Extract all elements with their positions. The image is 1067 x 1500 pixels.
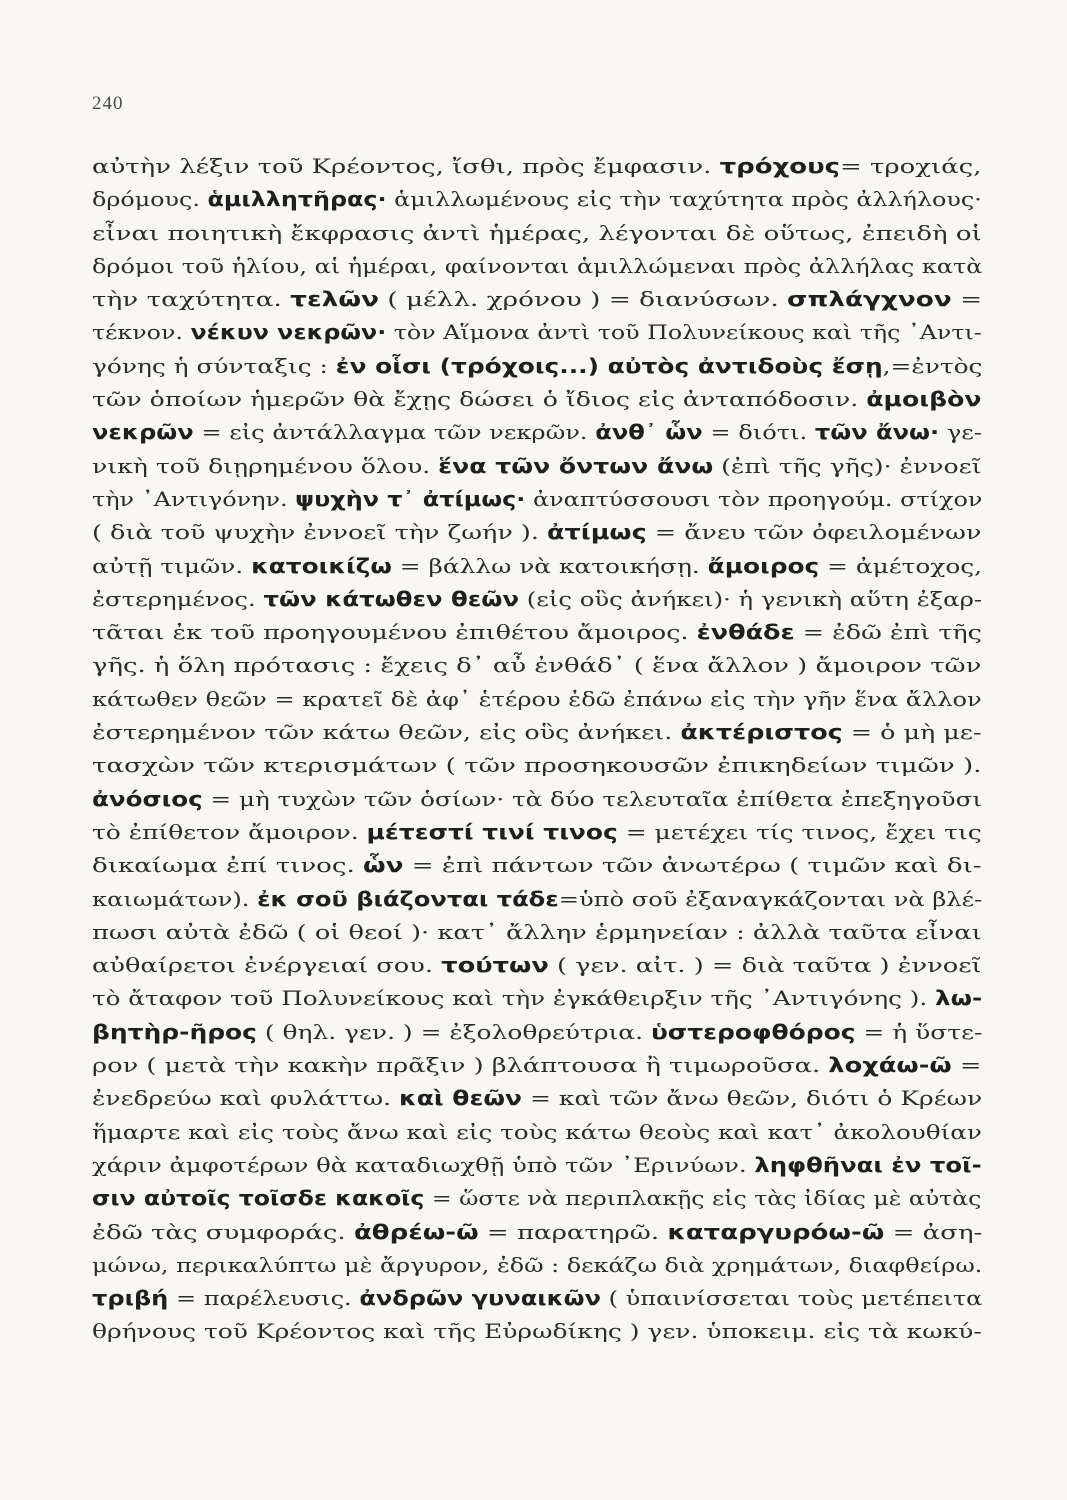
text-line [92, 949, 982, 982]
gloss-text: = [951, 287, 982, 312]
gloss-text: = καὶ τῶν ἄνω θεῶν, διότι ὁ Κρέων [522, 1086, 982, 1111]
text-line [92, 683, 982, 716]
text-line [92, 516, 982, 549]
gloss-text: = ἐπὶ πάντων τῶν ἀνωτέρω ( τιμῶν καὶ δι- [403, 853, 982, 878]
headword: ληφθῆναι ἐν τοῖ- [754, 1152, 982, 1177]
headword: νέκυν νεκρῶν· [190, 320, 387, 345]
headword: ἐκ σοῦ βιάζονται τάδε [257, 886, 559, 911]
text-line [92, 283, 982, 316]
headword: ἀνθ᾿ ὧν [595, 420, 703, 445]
text-line [92, 316, 982, 349]
headword: ἕνα τῶν ὄντων ἄνω [438, 453, 714, 478]
gloss-text: =ὑπὸ σοῦ ἐξαναγκάζονται νὰ βλέ- [558, 886, 982, 911]
text-line [92, 1249, 982, 1282]
gloss-text: ,=ἐντὸς [882, 353, 982, 378]
gloss-text: τὴν ταχύτητα. [92, 287, 291, 312]
text-line [92, 217, 982, 250]
text-line [92, 183, 982, 216]
gloss-text: = εἰς ἀντάλλαγμα τῶν νεκρῶν. [193, 420, 596, 445]
gloss-text: = βάλλω νὰ κατοικήσῃ. [391, 553, 708, 578]
page-number: 240 [92, 93, 124, 114]
gloss-text: τὸ ἄταφον τοῦ Πολυνείκους καὶ τὴν ἐγκάθειρξιν τῆς ᾿Αντιγόνης ). [92, 986, 936, 1011]
text-line [92, 250, 982, 283]
gloss-text: αὐθαίρετοι ἐνέργειαί σου. [92, 953, 442, 978]
gloss-text: γε- [939, 420, 982, 445]
gloss-text: = ἀμέτοχος, [819, 553, 982, 578]
headword: ἀνδρῶν γυναικῶν [359, 1286, 601, 1311]
gloss-text: (εἰς οὓς ἀνήκει)· ἡ γενικὴ αὕτη ἐξαρ- [519, 586, 982, 611]
gloss-text: τὴν ᾿Αντιγόνην. [92, 486, 296, 511]
text-line [92, 1182, 982, 1215]
gloss-text: = ἀση- [884, 1219, 982, 1244]
text-line [92, 1216, 982, 1249]
gloss-text: γῆς. ἡ ὅλη πρότασις : ἔχεις δ᾿ αὖ ἐνθάδ᾿ ( ἕνα ἄλλον ) ἄμοιρον τῶν [92, 653, 982, 678]
gloss-text: = ἡ ὕστε- [855, 1019, 982, 1044]
gloss-text: γόνης ἡ σύνταξις : [92, 353, 336, 378]
gloss-text: δρόμοι τοῦ ἡλίου, αἱ ἡμέραι, φαίνονται ἁμιλλώμεναι πρὸς ἀλλήλας κατὰ [92, 253, 982, 278]
text-line [92, 649, 982, 682]
gloss-text: αὐτῇ τιμῶν. [92, 553, 252, 578]
headword: ἀτίμως [547, 520, 647, 545]
gloss-text: αὐτὴν λέξιν τοῦ Κρέοντος, ἴσθι, πρὸς ἔμφασιν. [92, 154, 720, 178]
text-line [92, 883, 982, 916]
headword: ὧν [363, 853, 404, 878]
gloss-text: = ὥστε νὰ περιπλακῇς εἰς τὰς ἰδίας μὲ αὐτὰς [424, 1186, 982, 1211]
headword: καὶ θεῶν [398, 1086, 523, 1111]
gloss-text: = μὴ τυχὼν τῶν ὁσίων· τὰ δύο τελευταῖα ἐπίθετα ἐπεξηγοῦσι [202, 786, 982, 811]
headword: τῶν κάτωθεν θεῶν [263, 586, 520, 611]
headword: ψυχὴν τ᾿ ἀτίμως· [295, 486, 526, 511]
headword: καταργυρόω-ῶ [667, 1219, 885, 1244]
headword: ἐνθάδε [696, 620, 795, 645]
gloss-text: τὸ ἐπίθετον ἄμοιρον. [92, 819, 367, 844]
headword: κατοικίζω [251, 553, 392, 578]
headword: τούτων [441, 953, 549, 978]
gloss-text: μώνω, περικαλύπτω μὲ ἄργυρον, ἐδῶ : δεκάζω διὰ χρημάτων, διαφθείρω. [92, 1252, 982, 1277]
gloss-text: ἥμαρτε καὶ εἰς τοὺς ἄνω καὶ εἰς τοὺς κάτω θεοὺς καὶ κατ᾿ ἀκολουθίαν [92, 1119, 982, 1144]
gloss-text: ( θηλ. γεν. ) = ἐξολοθρεύτρια. [256, 1019, 651, 1044]
headword: τρόχους [719, 154, 841, 178]
gloss-text: δικαίωμα ἐπί τινος. [92, 853, 364, 878]
headword: σιν αὐτοῖς τοῖσδε κακοῖς [92, 1186, 425, 1211]
gloss-text: ρον ( μετὰ τὴν κακὴν πρᾶξιν ) βλάπτουσα ἢ τιμωροῦσα. [92, 1053, 829, 1078]
gloss-text: καιωμάτων). [92, 886, 258, 911]
text-line [92, 616, 982, 649]
gloss-text: εἶναι ποιητικὴ ἔκφρασις ἀντὶ ἡμέρας, λέγονται δὲ οὕτως, ἐπειδὴ οἱ [92, 220, 982, 245]
gloss-text: ἀναπτύσσουσι τὸν προηγούμ. στίχον [525, 486, 982, 511]
gloss-text: = [951, 1053, 982, 1078]
gloss-text: = διότι. [702, 420, 815, 445]
gloss-text: τᾶται ἐκ τοῦ προηγουμένου ἐπιθέτου ἄμοιρος. [92, 620, 697, 645]
text-line [92, 1016, 982, 1049]
headword: μέτεστί τινί τινος [366, 819, 618, 844]
gloss-text: ἐστερημένον τῶν κάτω θεῶν, εἰς οὓς ἀνήκει. [92, 720, 681, 745]
headword: ἄμοιρος [707, 553, 820, 578]
text-line [92, 716, 982, 749]
gloss-text: ( διὰ τοῦ ψυχὴν ἐννοεῖ τὴν ζωήν ). [92, 520, 548, 545]
gloss-text: νικὴ τοῦ διῃρημένου ὅλου. [92, 453, 439, 478]
text-line [92, 849, 982, 882]
gloss-text: ( μέλλ. χρόνου ) = διανύσων. [378, 287, 788, 312]
headword: ἀμοιβὸν [866, 387, 982, 412]
headword: ἀνόσιος [92, 786, 203, 811]
gloss-text: = μετέχει τίς τινος, ἔχει τις [617, 819, 982, 844]
headword: λω- [935, 986, 982, 1011]
gloss-text: τέκνον. [92, 320, 191, 345]
text-line [92, 816, 982, 849]
text-line [92, 1315, 982, 1348]
headword: ἁμιλλητῆρας· [207, 187, 387, 212]
gloss-text: χάριν ἀμφοτέρων θὰ καταδιωχθῇ ὑπὸ τῶν ᾿Ερινύων. [92, 1152, 755, 1177]
gloss-text: θρήνους τοῦ Κρέοντος καὶ τῆς Εὐρωδίκης ) γεν. ὑποκειμ. εἰς τὰ κωκύ- [92, 1319, 982, 1344]
text-line [92, 1282, 982, 1315]
headword: λοχάω-ῶ [828, 1053, 952, 1078]
gloss-text: = ἐδῶ ἐπὶ τῆς [794, 620, 982, 645]
headword: τελῶν [290, 287, 379, 312]
gloss-text: πωσι αὐτὰ ἐδῶ ( οἱ θεοί )· κατ᾿ ἄλλην ἑρμηνείαν : ἀλλὰ ταῦτα εἶναι [92, 919, 982, 944]
commentary-text [92, 150, 982, 1349]
text-line [92, 550, 982, 583]
headword: νεκρῶν [92, 420, 194, 445]
headword: τῶν ἄνω· [814, 420, 940, 445]
text-line [92, 1149, 982, 1182]
text-line [92, 416, 982, 449]
text-line [92, 583, 982, 616]
gloss-text: τῶν ὁποίων ἡμερῶν θὰ ἔχῃς δώσει ὁ ἴδιος εἰς ἀνταπόδοσιν. [92, 387, 867, 412]
text-line [92, 450, 982, 483]
text-line [92, 749, 982, 782]
gloss-text: = ἄνευ τῶν ὀφειλομένων [646, 520, 982, 545]
text-line [92, 483, 982, 516]
headword: ἀθρέω-ῶ [353, 1219, 479, 1244]
text-line [92, 982, 982, 1015]
text-line [92, 783, 982, 816]
gloss-text: = τροχιάς, [840, 154, 982, 178]
text-line [92, 350, 982, 383]
headword: τριβή [92, 1286, 169, 1311]
gloss-text: = παρέλευσις. [168, 1286, 360, 1311]
gloss-text: ἐστερημένος. [92, 586, 264, 611]
gloss-text: τὸν Αἵμονα ἀντὶ τοῦ Πολυνείκους καὶ τῆς ᾿Αντι- [386, 320, 982, 345]
gloss-text: δρόμους. [92, 187, 208, 212]
gloss-text: ἐδῶ τὰς συμφοράς. [92, 1219, 354, 1244]
gloss-text: τασχὼν τῶν κτερισμάτων ( τῶν προσηκουσῶν ἐπικηδείων τιμῶν ). [92, 753, 982, 778]
headword: σπλάγχνον [787, 287, 952, 312]
text-line [92, 383, 982, 416]
text-line [92, 150, 982, 183]
text-line [92, 916, 982, 949]
text-line [92, 1049, 982, 1082]
headword: ἀκτέριστος [680, 720, 843, 745]
gloss-text: = παρατηρῶ. [478, 1219, 668, 1244]
gloss-text: ( ὑπαινίσσεται τοὺς μετέπειτα [600, 1286, 982, 1311]
headword: βητὴρ-ῆρος [92, 1019, 257, 1044]
text-line [92, 1082, 982, 1115]
gloss-text: ( γεν. αἰτ. ) = διὰ ταῦτα ) ἐννοεῖ [548, 953, 982, 978]
gloss-text: ἐνεδρεύω καὶ φυλάττω. [92, 1086, 399, 1111]
gloss-text: κάτωθεν θεῶν = κρατεῖ δὲ ἀφ᾿ ἑτέρου ἐδῶ ἐπάνω εἰς τὴν γῆν ἕνα ἄλλον [92, 686, 982, 711]
text-line [92, 1116, 982, 1149]
headword: ὑστεροφθόρος [650, 1019, 856, 1044]
gloss-text: ἁμιλλωμένους εἰς τὴν ταχύτητα πρὸς ἀλλήλους· [386, 187, 982, 212]
headword: ἐν οἷσι (τρόχοις...) αὐτὸς ἀντιδοὺς ἔσῃ [335, 353, 883, 378]
gloss-text: (ἐπὶ τῆς γῆς)· ἐννοεῖ [713, 453, 982, 478]
gloss-text: = ὁ μὴ με- [842, 720, 982, 745]
